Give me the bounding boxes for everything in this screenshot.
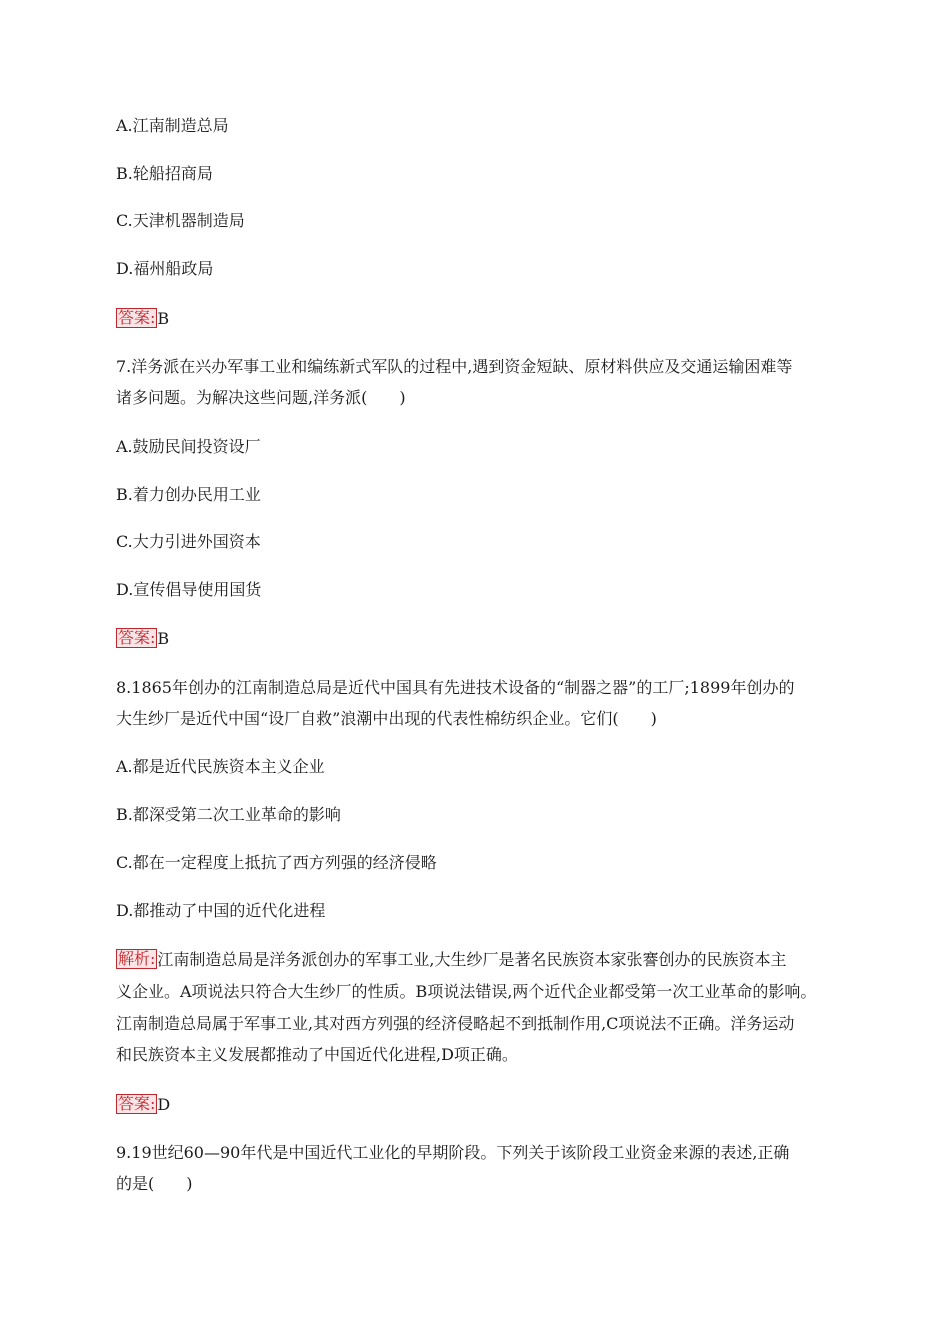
q7-answer xyxy=(116,628,169,649)
q6-option-d: D.福州船政局 xyxy=(116,259,214,278)
q7-option-b: B.着力创办民用工业 xyxy=(116,485,261,504)
q7-option-a: A.鼓励民间投资设厂 xyxy=(116,437,261,456)
q8-analysis-line-2: 义企业。A项说法只符合大生纱厂的性质。B项说法错误,两个近代企业都受第一次工业革命的影响。 xyxy=(116,982,817,1001)
analysis-text: 江南制造总局是洋务派创办的军事工业,大生纱厂是著名民族资本家张謇创办的民族资本主 xyxy=(157,950,787,969)
q8-analysis-line-4: 和民族资本主义发展都推动了中国近代化进程,D项正确。 xyxy=(116,1045,518,1064)
answer-value: B xyxy=(157,309,170,328)
q8-option-d: D.都推动了中国的近代化进程 xyxy=(116,901,326,920)
q6-option-c: C.天津机器制造局 xyxy=(116,211,245,230)
q7-option-c: C.大力引进外国资本 xyxy=(116,532,261,551)
q8-option-b: B.都深受第二次工业革命的影响 xyxy=(116,805,341,824)
q6-option-b: B.轮船招商局 xyxy=(116,164,213,183)
q7-option-d: D.宣传倡导使用国货 xyxy=(116,580,262,599)
q8-option-a: A.都是近代民族资本主义企业 xyxy=(116,757,325,776)
q6-option-a: A.江南制造总局 xyxy=(116,116,229,135)
q9-stem-line-1: 9.19世纪60—90年代是中国近代工业化的早期阶段。下列关于该阶段工业资金来源的表述,正确 xyxy=(116,1143,790,1162)
q8-stem-line-2: 大生纱厂是近代中国“设厂自救”浪潮中出现的代表性棉纺织企业。它们( ) xyxy=(116,709,657,728)
q9-stem-line-2: 的是( ) xyxy=(116,1174,193,1193)
analysis-tag: 解析: xyxy=(118,949,156,968)
answer-value: B xyxy=(157,629,170,648)
q6-answer xyxy=(116,308,169,329)
answer-tag: 答案: xyxy=(118,1094,156,1113)
q8-analysis-line-1 xyxy=(116,949,787,970)
q7-stem-line-2: 诸多问题。为解决这些问题,洋务派( ) xyxy=(116,388,406,407)
answer-tag: 答案: xyxy=(118,308,156,327)
q8-analysis-line-3: 江南制造总局属于军事工业,其对西方列强的经济侵略起不到抵制作用,C项说法不正确。洋务运动 xyxy=(116,1014,795,1033)
q8-stem-line-1: 8.1865年创办的江南制造总局是近代中国具有先进技术设备的“制器之器”的工厂;1899年创办的 xyxy=(116,678,795,697)
q7-stem-line-1: 7.洋务派在兴办军事工业和编练新式军队的过程中,遇到资金短缺、原材料供应及交通运输困难等 xyxy=(116,357,793,376)
answer-tag: 答案: xyxy=(118,628,156,647)
answer-value: D xyxy=(157,1095,171,1114)
q8-option-c: C.都在一定程度上抵抗了西方列强的经济侵略 xyxy=(116,853,437,872)
q8-answer xyxy=(116,1094,170,1115)
